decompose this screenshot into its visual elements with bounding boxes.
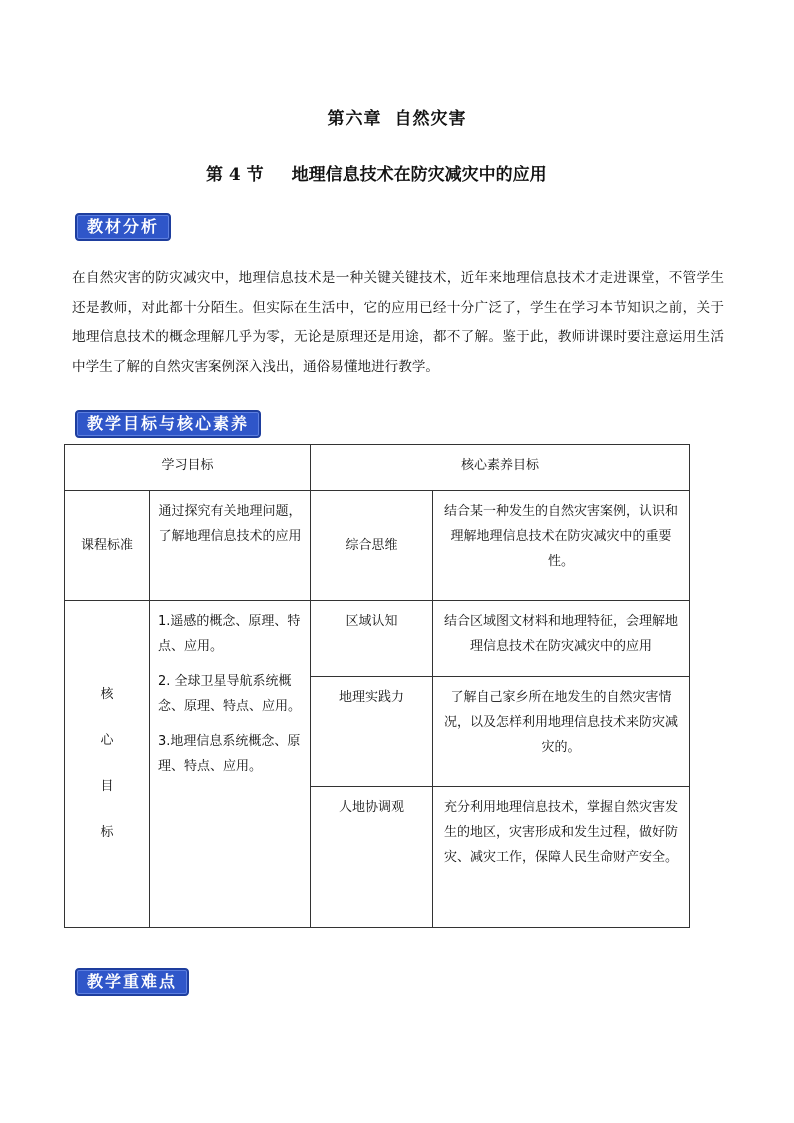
section-heading xyxy=(206,160,547,185)
table-header-row xyxy=(65,445,690,491)
goals-tag: 教学目标与核心素养 xyxy=(75,410,261,438)
analysis-paragraph: 在自然灾害的防灾减灾中，地理信息技术是一种关键关键技术，近年来地理信息技术才走进课堂，不管学生还是教师，对此都十分陌生。但实际在生活中，它的应用已经十分广泛了，学生在学习本节知识之前，关于地理信息技术的概念理解几乎为零，无论是原理还是用途，都不了解。鉴于此，教师讲课时要注意运用生活中学生了解的自然灾害案例深入浅出，通俗易懂地进行教学。 xyxy=(72,270,724,375)
header-literacy-goals: 核心素养目标 xyxy=(311,445,690,491)
core-goals-label: 核 心 目 标 xyxy=(65,601,150,928)
curriculum-content: 通过探究有关地理问题，了解地理信息技术的应用 xyxy=(150,491,311,601)
core-goals-list xyxy=(150,601,311,928)
literacy-name: 地理实践力 xyxy=(311,677,433,787)
curriculum-label: 课程标准 xyxy=(65,491,150,601)
list-item: 3.地理信息系统概念、原理、特点、应用。 xyxy=(158,734,301,774)
literacy-name: 人地协调观 xyxy=(311,787,433,928)
literacy-goal: 充分利用地理信息技术，掌握自然灾害发生的地区，灾害形成和发生过程，做好防灾、减灾工作，保障人民生命财产安全。 xyxy=(433,787,690,928)
difficulty-tag: 教学重难点 xyxy=(75,968,189,996)
table-row xyxy=(65,491,690,601)
literacy-goal: 结合某一种发生的自然灾害案例，认识和理解地理信息技术在防灾减灾中的重要性。 xyxy=(433,491,690,601)
goals-table xyxy=(64,444,690,928)
table-row xyxy=(65,601,690,677)
section-number: 第 4 节 xyxy=(206,165,264,185)
literacy-goal: 了解自己家乡所在地发生的自然灾害情况，以及怎样利用地理信息技术来防灾减灾的。 xyxy=(433,677,690,787)
list-item: 2. 全球卫星导航系统概念、原理、特点、应用。 xyxy=(158,674,302,714)
literacy-name: 区域认知 xyxy=(311,601,433,677)
literacy-name: 综合思维 xyxy=(311,491,433,601)
section-title: 地理信息技术在防灾减灾中的应用 xyxy=(291,165,547,185)
list-item: 1.遥感的概念、原理、特点、应用。 xyxy=(158,614,301,654)
literacy-goal: 结合区域图文材料和地理特征，会理解地理信息技术在防灾减灾中的应用 xyxy=(433,601,690,677)
chapter-title: 第六章 自然灾害 xyxy=(327,109,467,129)
header-learning-goals: 学习目标 xyxy=(65,445,311,491)
analysis-tag: 教材分析 xyxy=(75,213,171,241)
